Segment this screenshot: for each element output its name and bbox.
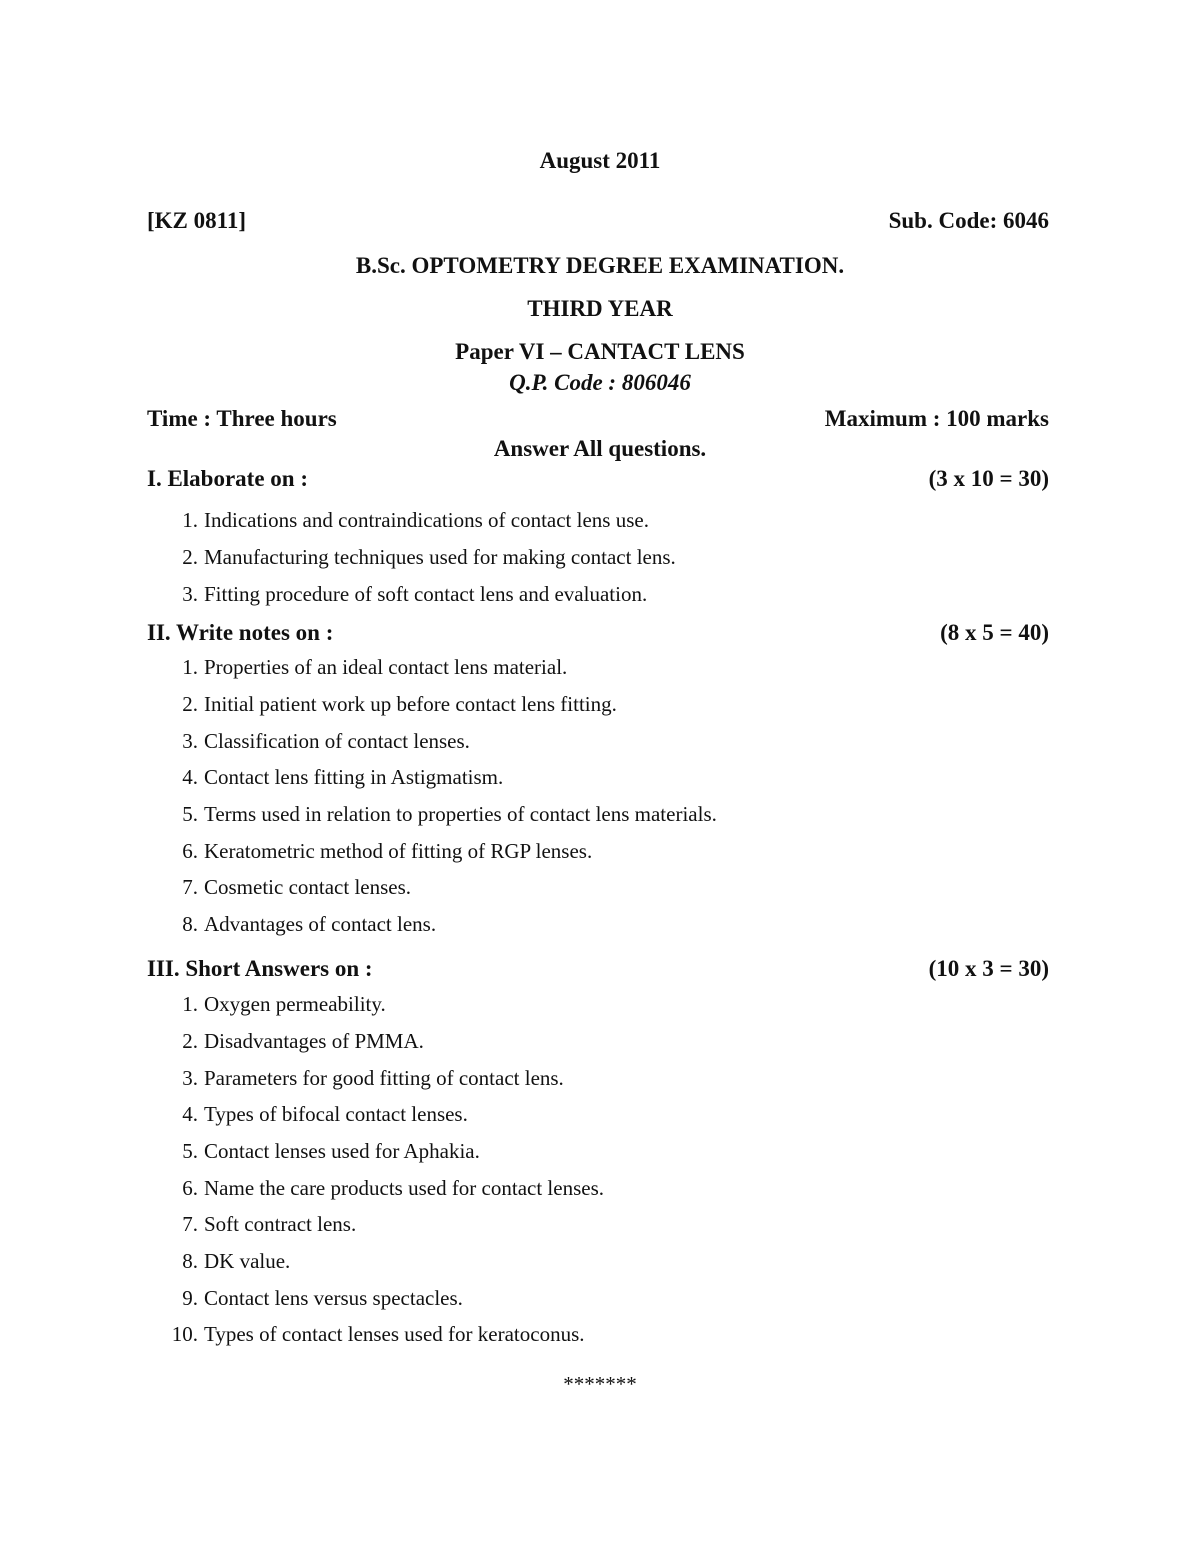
question-item: 9. Contact lens versus spectacles. [182,1286,463,1310]
section-title: III. Short Answers on : [147,956,373,981]
qp-code: Q.P. Code : 806046 [509,370,691,395]
time-allowed: Time : Three hours [147,406,337,431]
year-title: THIRD YEAR [527,296,673,321]
question-item: 8. Advantages of contact lens. [182,912,437,936]
question-item: 8. DK value. [182,1249,291,1273]
question-item: 7. Cosmetic contact lenses. [182,875,412,899]
question-item: 2. Initial patient work up before contact lens fitting. [182,692,617,716]
question-item: 1. Indications and contraindications of contact lens use. [182,508,649,532]
kz-code: [KZ 0811] [147,208,247,233]
section-title: II. Write notes on : [147,620,334,645]
question-item: 3. Classification of contact lenses. [182,729,470,753]
question-item: 5. Contact lenses used for Aphakia. [182,1139,480,1163]
question-item: 2. Disadvantages of PMMA. [182,1029,424,1053]
maximum-marks: Maximum : 100 marks [824,406,1049,431]
question-item: 4. Contact lens fitting in Astigmatism. [182,765,504,789]
degree-title: B.Sc. OPTOMETRY DEGREE EXAMINATION. [355,253,845,278]
end-asterisks: ******* [563,1372,637,1396]
paper-title: Paper VI – CANTACT LENS [455,339,745,364]
exam-month-year: August 2011 [539,148,661,173]
question-item: 5. Terms used in relation to properties of contact lens materials. [182,802,717,826]
question-item: 3. Fitting procedure of soft contact lens and evaluation. [182,582,648,606]
question-item: 10. Types of contact lenses used for keratoconus. [171,1322,585,1346]
question-item: 2. Manufacturing techniques used for making contact lens. [182,545,676,569]
instruction: Answer All questions. [493,436,707,461]
question-item: 6. Keratometric method of fitting of RGP lenses. [182,839,593,863]
section-marks: (8 x 5 = 40) [940,620,1049,645]
question-item: 4. Types of bifocal contact lenses. [182,1102,468,1126]
question-item: 1. Properties of an ideal contact lens material. [182,655,568,679]
section-marks: (3 x 10 = 30) [928,466,1049,491]
question-item: 3. Parameters for good fitting of contact lens. [182,1066,564,1090]
section-title: I. Elaborate on : [147,466,308,491]
question-item: 1. Oxygen permeability. [182,992,386,1016]
sub-code: Sub. Code: 6046 [888,208,1049,233]
question-item: 6. Name the care products used for contact lenses. [182,1176,605,1200]
question-item: 7. Soft contract lens. [182,1212,357,1236]
section-marks: (10 x 3 = 30) [928,956,1049,981]
